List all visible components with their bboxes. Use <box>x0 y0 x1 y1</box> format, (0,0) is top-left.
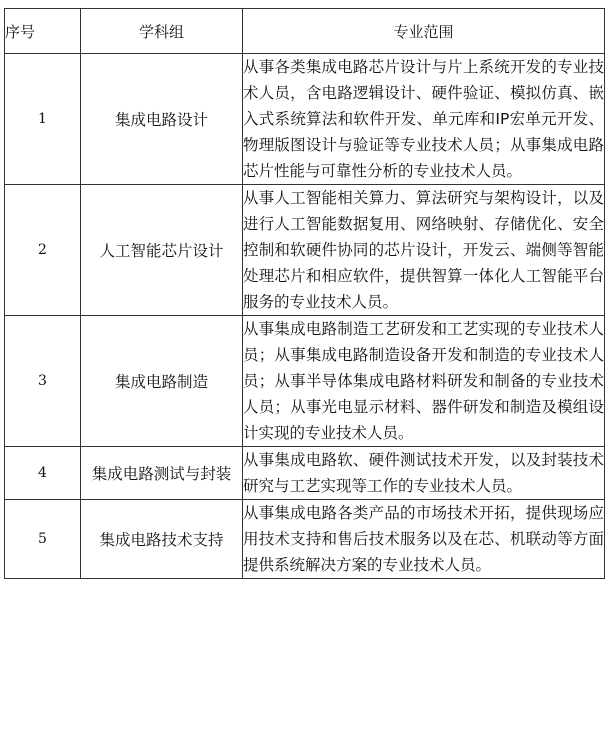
row-subject-group: 集成电路测试与封装 <box>81 447 243 500</box>
row-subject-group: 集成电路设计 <box>81 54 243 185</box>
row-subject-group: 集成电路制造 <box>81 316 243 447</box>
row-serial-number: 1 <box>5 54 81 185</box>
row-professional-scope: 从事各类集成电路芯片设计与片上系统开发的专业技术人员，含电路逻辑设计、硬件验证、模拟仿真、嵌入式系统算法和软件开发、单元库和IP宏单元开发、物理版图设计与验证等专业技术人员；从事集成电路芯片性能与可靠性分析的专业技术人员。 <box>243 54 605 185</box>
row-professional-scope: 从事集成电路软、硬件测试技术开发，以及封装技术研究与工艺实现等工作的专业技术人员。 <box>243 447 605 500</box>
table-row <box>5 54 605 185</box>
table-row <box>5 185 605 316</box>
header-serial-number: 序号 <box>5 9 81 54</box>
row-professional-scope: 从事集成电路各类产品的市场技术开拓，提供现场应用技术支持和售后技术服务以及在芯、机联动等方面提供系统解决方案的专业技术人员。 <box>243 500 605 579</box>
row-professional-scope: 从事集成电路制造工艺研发和工艺实现的专业技术人员；从事集成电路制造设备开发和制造的专业技术人员；从事半导体集成电路材料研发和制备的专业技术人员；从事光电显示材料、器件研发和制造及模组设计实现的专业技术人员。 <box>243 316 605 447</box>
row-serial-number: 4 <box>5 447 81 500</box>
table-header-row <box>5 9 605 54</box>
header-professional-scope: 专业范围 <box>243 9 605 54</box>
row-serial-number: 3 <box>5 316 81 447</box>
professional-scope-table <box>4 8 605 579</box>
row-serial-number: 2 <box>5 185 81 316</box>
row-subject-group: 集成电路技术支持 <box>81 500 243 579</box>
table-row <box>5 447 605 500</box>
table-row <box>5 500 605 579</box>
row-serial-number: 5 <box>5 500 81 579</box>
row-professional-scope: 从事人工智能相关算力、算法研究与架构设计，以及进行人工智能数据复用、网络映射、存储优化、安全控制和软硬件协同的芯片设计，开发云、端侧等智能处理芯片和相应软件，提供智算一体化人工智能平台服务的专业技术人员。 <box>243 185 605 316</box>
header-subject-group: 学科组 <box>81 9 243 54</box>
row-subject-group: 人工智能芯片设计 <box>81 185 243 316</box>
table-row <box>5 316 605 447</box>
